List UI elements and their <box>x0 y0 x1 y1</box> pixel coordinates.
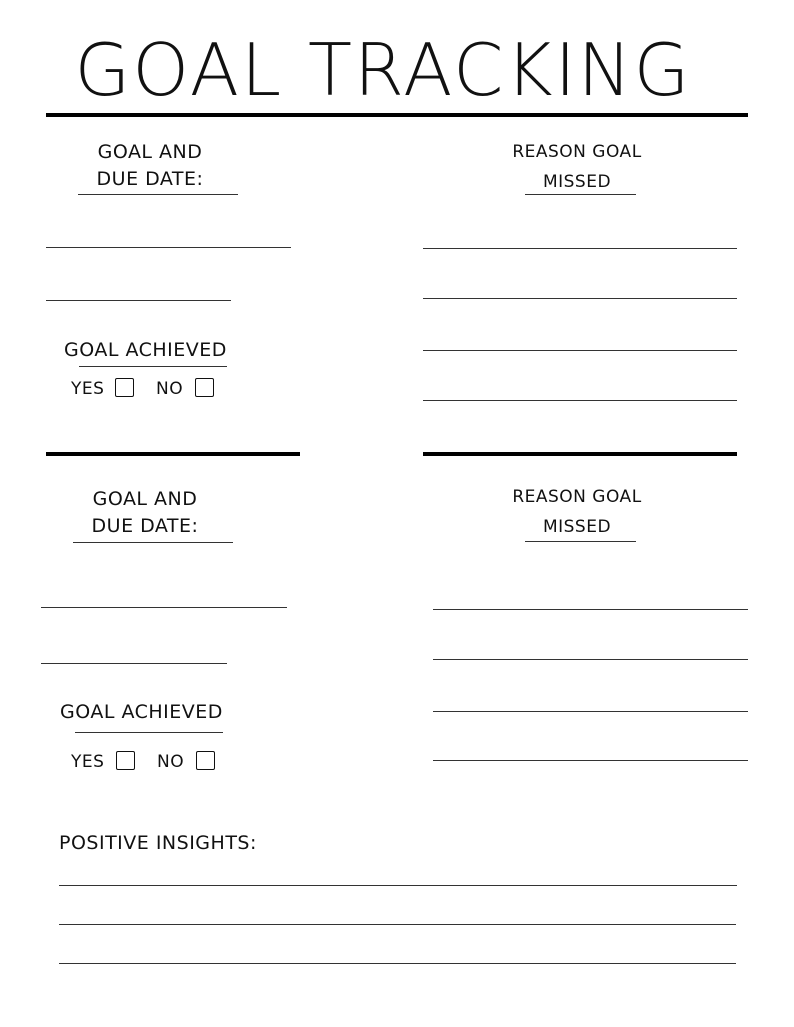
insights-entry-line[interactable] <box>59 924 736 925</box>
goal-entry-line[interactable] <box>46 247 291 248</box>
reason-goal-missed-label <box>500 144 654 191</box>
reason-label-line2: MISSED <box>542 517 612 537</box>
goal-label-underline <box>73 542 233 543</box>
reason-label-underline <box>525 541 636 542</box>
no-label: NO <box>157 752 185 772</box>
no-checkbox[interactable] <box>196 751 215 770</box>
reason-entry-line[interactable] <box>423 298 737 299</box>
goal-achieved-underline <box>75 732 223 733</box>
due-date-entry-line[interactable] <box>41 663 227 664</box>
page-title: GOAL TRACKING <box>74 28 692 112</box>
goal-achieved-label: GOAL ACHIEVED <box>64 339 227 361</box>
reason-entry-line[interactable] <box>433 609 748 610</box>
goal-label-line1: GOAL AND <box>97 141 203 163</box>
goal-label-line2: DUE DATE: <box>96 168 204 190</box>
goal-achieved-label: GOAL ACHIEVED <box>60 701 223 723</box>
section-divider-right <box>423 452 737 456</box>
goal-and-due-date-label <box>75 490 215 536</box>
goal-achieved-underline <box>79 366 227 367</box>
no-checkbox[interactable] <box>195 378 214 397</box>
no-label: NO <box>156 379 184 399</box>
yes-label: YES <box>71 752 105 772</box>
reason-label-line1: REASON GOAL <box>512 142 642 162</box>
goal-label-line1: GOAL AND <box>92 488 198 510</box>
yes-checkbox[interactable] <box>115 378 134 397</box>
reason-label-underline <box>525 194 636 195</box>
goal-label-line2: DUE DATE: <box>91 515 199 537</box>
yes-checkbox[interactable] <box>116 751 135 770</box>
goal-and-due-date-label <box>80 143 220 189</box>
reason-label-line1: REASON GOAL <box>512 487 642 507</box>
reason-entry-line[interactable] <box>423 248 737 249</box>
title-divider <box>46 113 748 117</box>
section-divider-left <box>46 452 300 456</box>
insights-entry-line[interactable] <box>59 963 736 964</box>
reason-entry-line[interactable] <box>433 659 748 660</box>
positive-insights-label: POSITIVE INSIGHTS: <box>59 832 257 854</box>
reason-entry-line[interactable] <box>433 760 748 761</box>
reason-label-line2: MISSED <box>542 172 612 192</box>
goal-label-underline <box>78 194 238 195</box>
due-date-entry-line[interactable] <box>46 300 231 301</box>
reason-entry-line[interactable] <box>433 711 748 712</box>
yes-label: YES <box>71 379 105 399</box>
goal-entry-line[interactable] <box>41 607 287 608</box>
reason-entry-line[interactable] <box>423 350 737 351</box>
reason-goal-missed-label <box>500 489 654 536</box>
reason-entry-line[interactable] <box>423 400 737 401</box>
insights-entry-line[interactable] <box>59 885 737 886</box>
